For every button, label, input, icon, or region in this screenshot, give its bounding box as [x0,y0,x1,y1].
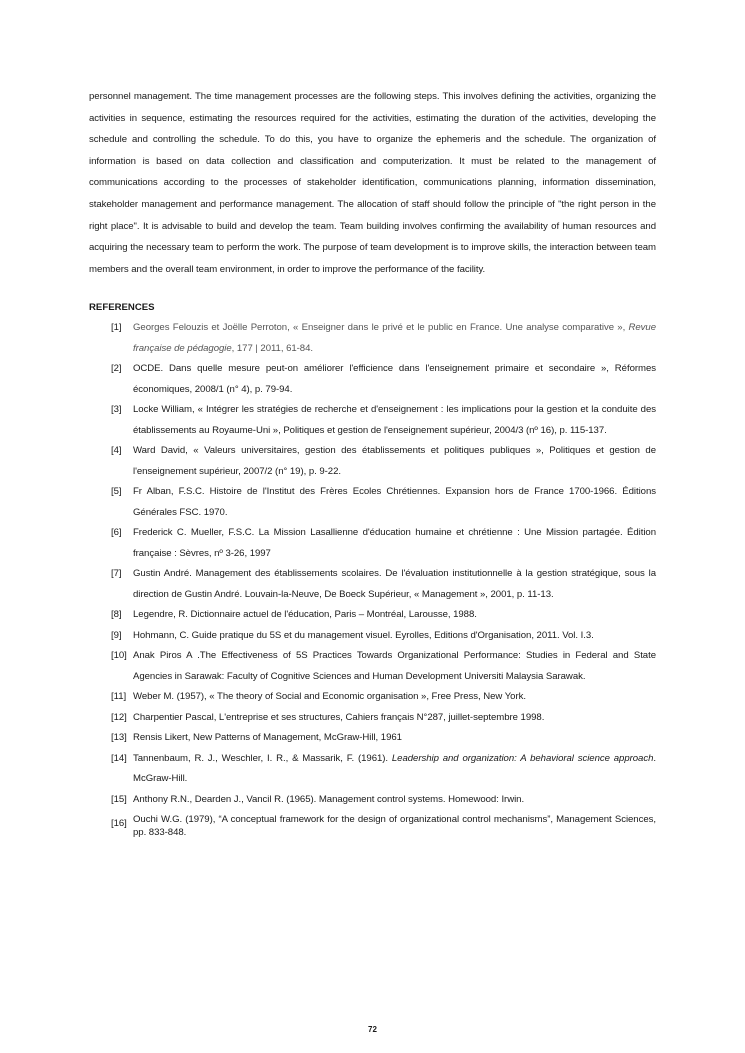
reference-list [89,318,656,839]
reference-text: Ouchi W.G. (1979), “A conceptual framework for the design of organizational control mechanisms”, Management Sciences, pp. 833-848. [133,814,656,838]
reference-item [89,626,656,647]
reference-number: [1] [111,322,122,334]
reference-item [89,400,656,441]
reference-number: [10] [111,650,127,662]
reference-item [89,318,656,359]
reference-item [89,814,656,839]
reference-text: Fr Alban, F.S.C. Histoire de l'Institut des Frères Ecoles Chrétiennes. Expansion hors de France 1700-1966. Éditions Générales FSC. 1970. [133,486,656,518]
reference-text: Anak Piros A .The Effectiveness of 5S Practices Towards Organizational Performance: Studies in Federal and State Agencies in Sarawak: Faculty of Cognitive Sciences and Human Development Universiti Malaysia Sarawak. [133,650,656,682]
reference-number: [12] [111,711,127,723]
reference-item [89,523,656,564]
reference-text: Legendre, R. Dictionnaire actuel de l'éducation, Paris – Montréal, Larousse, 1988. [133,609,477,621]
reference-text: Gustin André. Management des établissements scolaires. De l'évaluation institutionnelle à la gestion stratégique, sous la direction de Gustin André. Louvain-la-Neuve, De Boeck Supérieur, « Management », 2001, p. 11-13. [133,568,656,600]
reference-text: Anthony R.N., Dearden J., Vancil R. (1965). Management control systems. Homewood: Irwin. [133,793,525,805]
body-paragraph: personnel management. The time management processes are the following steps. This involves defining the activities, organizing the activities in sequence, estimating the resources required for the activities, estimating the duration of the activities, developing the schedule and controlling the schedule. To do this, you have to organize the ephemeris and the schedule. The organization of information is based on data collection and classification and computerization. It must be related to the management of communications according to the processes of stakeholder identification, communications planning, information dissemination, stakeholder management and performance management. The allocation of staff should follow the principle of "the right person in the right place". It is advisable to build and develop the team. Team building involves confirming the availability of human resources and acquiring the necessary team to perform the work. The purpose of team development is to improve skills, the interaction between team members and the overall team environment, in order to improve the performance of the facility. [89,91,656,275]
reference-number: [8] [111,609,122,621]
references-heading: REFERENCES [89,302,155,314]
reference-text: Charpentier Pascal, L'entreprise et ses structures, Cahiers français N°287, juillet-septembre 1998. [133,711,545,723]
reference-item [89,749,656,790]
reference-item [89,605,656,626]
reference-item [89,687,656,708]
reference-item [89,482,656,523]
reference-item [89,708,656,729]
reference-item [89,728,656,749]
reference-number: [2] [111,363,122,375]
reference-number: [6] [111,527,122,539]
reference-item [89,441,656,482]
reference-number: [5] [111,486,122,498]
reference-text: Tannenbaum, R. J., Weschler, I. R., & Massarik, F. (1961). Leadership and organization: A behavioral science approach. McGraw-Hill. [133,752,656,785]
reference-number: [15] [111,793,127,805]
reference-text: Georges Felouzis et Joëlle Perroton, « Enseigner dans le privé et le public en France. Une analyse comparative », Revue française de pédagogie, 177 | 2011, 61-84. [133,322,656,354]
reference-number: [16] [111,818,127,830]
reference-text: Hohmann, C. Guide pratique du 5S et du management visuel. Eyrolles, Editions d'Organisation, 2011. Vol. I.3. [133,629,594,641]
reference-item [89,564,656,605]
reference-text: OCDE. Dans quelle mesure peut-on améliorer l'efficience dans l'enseignement primaire et secondaire », Réformes économiques, 2008/1 (n° 4), p. 79-94. [133,363,656,395]
reference-text: Frederick C. Mueller, F.S.C. La Mission Lasallienne d'éducation humaine et chrétienne : Une Mission partagée. Édition française : Sèvres, nº 3-26, 1997 [133,527,656,559]
reference-number: [13] [111,732,127,744]
reference-number: [11] [111,691,127,703]
reference-text: Locke William, « Intégrer les stratégies de recherche et d'enseignement : les implications pour la gestion et la conduite des établissements au Royaume-Uni », Politiques et gestion de l'enseignement supérieur, 2004/3 (nº 16), p. 115-137. [133,404,656,436]
reference-text: Weber M. (1957), « The theory of Social and Economic organisation », Free Press, New York. [133,691,526,703]
reference-item [89,790,656,811]
reference-text: Rensis Likert, New Patterns of Management, McGraw-Hill, 1961 [133,732,402,744]
reference-number: [7] [111,568,122,580]
reference-item [89,646,656,687]
reference-number: [3] [111,404,122,416]
reference-text: Ward David, « Valeurs universitaires, gestion des établissements et politiques publiques », Politiques et gestion de l'enseignement supérieur, 2007/2 (n° 19), p. 9-22. [133,445,656,477]
reference-number: [14] [111,752,127,764]
reference-number: [4] [111,445,122,457]
reference-number: [9] [111,629,122,641]
page-content [89,86,656,839]
reference-item [89,359,656,400]
page-number: 72 [368,1025,377,1034]
